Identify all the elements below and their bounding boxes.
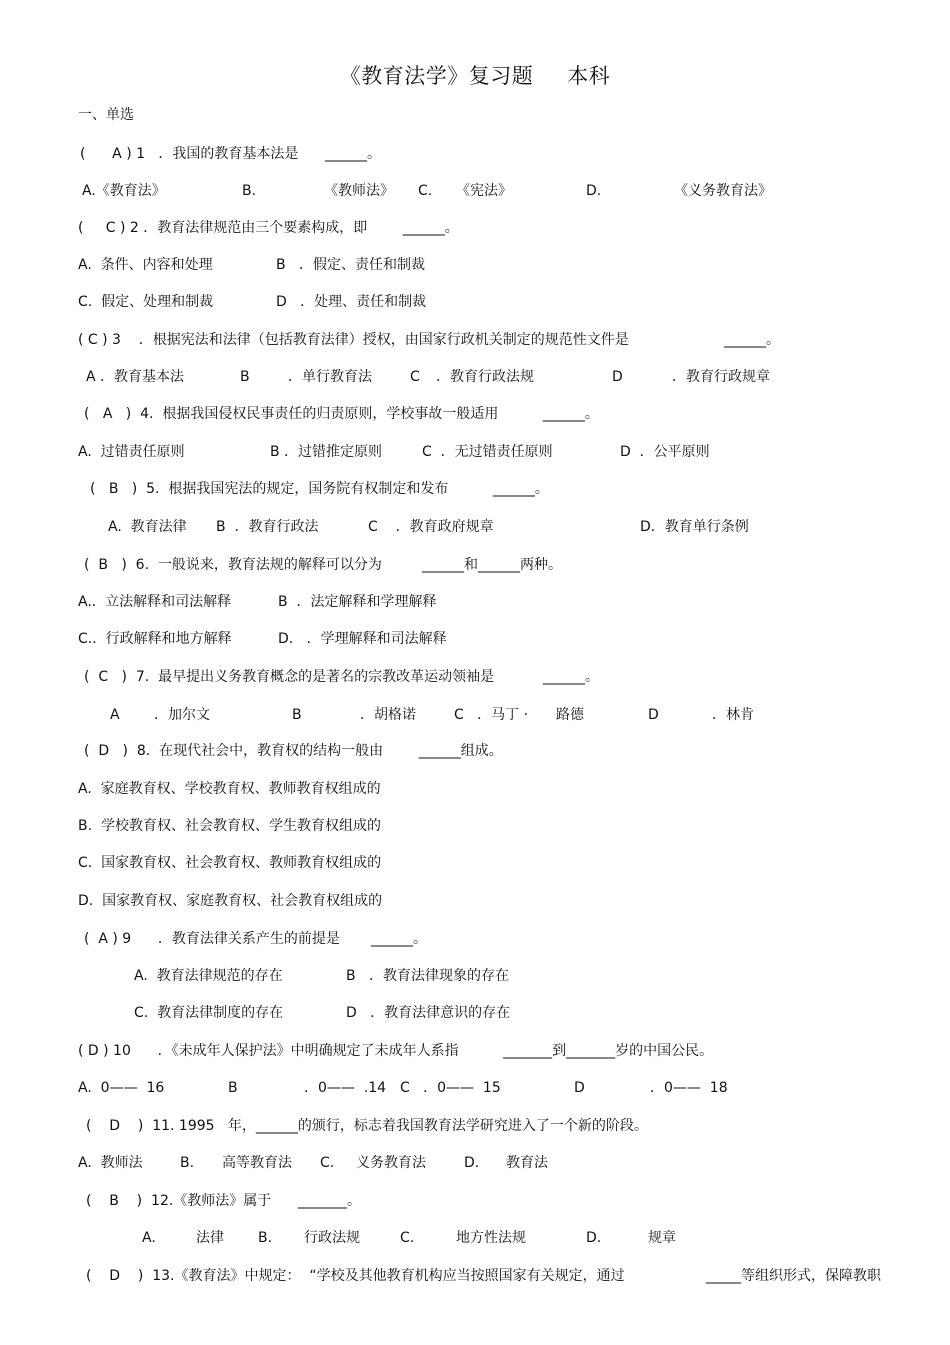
section-heading: 一、单选 [78, 107, 134, 123]
option: D ．处理、责任和制裁 [276, 294, 427, 310]
option: 路德 [556, 707, 584, 723]
option: B ．过错推定原则 [270, 444, 383, 460]
question-stem: ( B ) 5. 根据我国宪法的规定，国务院有权制定和发布 ______。 [90, 481, 549, 497]
option: A. [142, 1230, 156, 1246]
answer-blank: ______。 [724, 332, 780, 348]
option: B. [242, 183, 257, 199]
option: 规章 [648, 1230, 676, 1246]
option: B [228, 1080, 238, 1096]
option: D ．公平原则 [620, 444, 710, 460]
question-stem: ( D ) 11. 1995 年，______的颁行，标志着我国教育法学研究进入了一个新的阶段。 [86, 1118, 648, 1134]
option: D. 国家教育权、家庭教育权、社会教育权组成的 [78, 893, 383, 909]
document-title [0, 60, 950, 90]
option: 义务教育法 [356, 1155, 426, 1171]
option: C ．马丁 · [454, 707, 529, 723]
option: ．教育行政法规 [436, 369, 534, 385]
option: D [648, 707, 659, 723]
option: A [110, 707, 120, 723]
option: D．教育单行条例 [640, 519, 749, 535]
option: ．单行教育法 [288, 369, 372, 385]
question-stem: ( D ) 8. 在现代社会中，教育权的结构一般由 ______组成。 [84, 743, 503, 759]
option: ．加尔文 [154, 707, 210, 723]
option: 教育法 [506, 1155, 548, 1171]
answer-blank: _____等组织形式，保障教职 [706, 1268, 881, 1284]
option: C. [320, 1155, 335, 1171]
option: B ．法定解释和学理解释 [278, 594, 437, 610]
option: C. [418, 183, 433, 199]
option: ．胡格诺 [360, 707, 416, 723]
option: B [292, 707, 302, 723]
question-stem: ( C ) 7. 最早提出义务教育概念的是著名的宗教改革运动领袖是 ______。 [84, 669, 600, 685]
option: D ．教育法律意识的存在 [346, 1005, 511, 1021]
option: A. 条件、内容和处理 [78, 257, 213, 273]
option: D [612, 369, 623, 385]
option: 法律 [196, 1230, 224, 1246]
option: A. 教育法律 [108, 519, 187, 535]
option: B [240, 369, 250, 385]
question-stem: ( D ) 10 ．《未成年人保护法》中明确规定了未成年人系指 _______到_______岁的中国公民。 [78, 1043, 714, 1059]
option: D [574, 1080, 585, 1096]
option: 《教师法》 [324, 183, 394, 199]
option: C. 假定、处理和制裁 [78, 294, 214, 310]
option: D. [586, 1230, 602, 1246]
option: B. [258, 1230, 273, 1246]
question-stem: ( A ) 9 ．教育法律关系产生的前提是 ______。 [84, 931, 428, 947]
option: C. 教育法律制度的存在 [134, 1005, 284, 1021]
option: ．教育行政规章 [672, 369, 770, 385]
option: A. 教师法 [78, 1155, 143, 1171]
option: C [410, 369, 420, 385]
title-text: 《教育法学》复习题 [339, 64, 534, 88]
option: A.. 立法解释和司法解释 [78, 594, 232, 610]
option: D. ．学理解释和司法解释 [278, 631, 447, 647]
option: A. 过错责任原则 [78, 444, 185, 460]
question-stem: ( B ) 12.《教师法》属于 _______。 [86, 1193, 361, 1209]
option: ．0—— 18 [650, 1080, 728, 1096]
question-stem: ( B ) 6. 一般说来，教育法规的解释可以分为 ______和______两种。 [84, 557, 562, 573]
option: C. 国家教育权、社会教育权、教师教育权组成的 [78, 855, 382, 871]
question-stem: ( A ) 4. 根据我国侵权民事责任的归责原则，学校事故一般适用 ______。 [84, 406, 599, 422]
title-level: 本科 [567, 64, 611, 88]
option: C.. 行政解释和地方解释 [78, 631, 232, 647]
option: B. 学校教育权、社会教育权、学生教育权组成的 [78, 818, 381, 834]
option: 高等教育法 [222, 1155, 292, 1171]
option: 《宪法》 [456, 183, 512, 199]
option: 行政法规 [304, 1230, 360, 1246]
option: A. 家庭教育权、学校教育权、教师教育权组成的 [78, 781, 381, 797]
option: C ．无过错责任原则 [422, 444, 553, 460]
option: B ．假定、责任和制裁 [276, 257, 425, 273]
option: ．0—— .14 [304, 1080, 387, 1096]
option: C ．教育政府规章 [368, 519, 494, 535]
option: ．林肯 [712, 707, 754, 723]
question-stem: ( A ) 1 ．我国的教育基本法是 ______。 [80, 146, 382, 162]
option: C ．0—— 15 [400, 1080, 501, 1096]
option: B ．教育行政法 [216, 519, 319, 535]
option: A. 教育法律规范的存在 [134, 968, 283, 984]
option: D. [464, 1155, 480, 1171]
question-stem: ( D ) 13.《教育法》中规定： “学校及其他教育机构应当按照国家有关规定，通过 [86, 1268, 625, 1284]
option: 《义务教育法》 [674, 183, 772, 199]
question-stem: ( C ) 2 ．教育法律规范由三个要素构成，即 ______。 [78, 220, 459, 236]
option: A.《教育法》 [82, 183, 166, 199]
question-stem: ( C ) 3 ．根据宪法和法律（包括教育法律）授权，由国家行政机关制定的规范性文件是 [78, 332, 629, 348]
option: A. 0—— 16 [78, 1080, 165, 1096]
option: B ．教育法律现象的存在 [346, 968, 509, 984]
option: D. [586, 183, 602, 199]
option: 地方性法规 [456, 1230, 526, 1246]
option: B. [180, 1155, 195, 1171]
option: A ．教育基本法 [86, 369, 185, 385]
option: C. [400, 1230, 415, 1246]
